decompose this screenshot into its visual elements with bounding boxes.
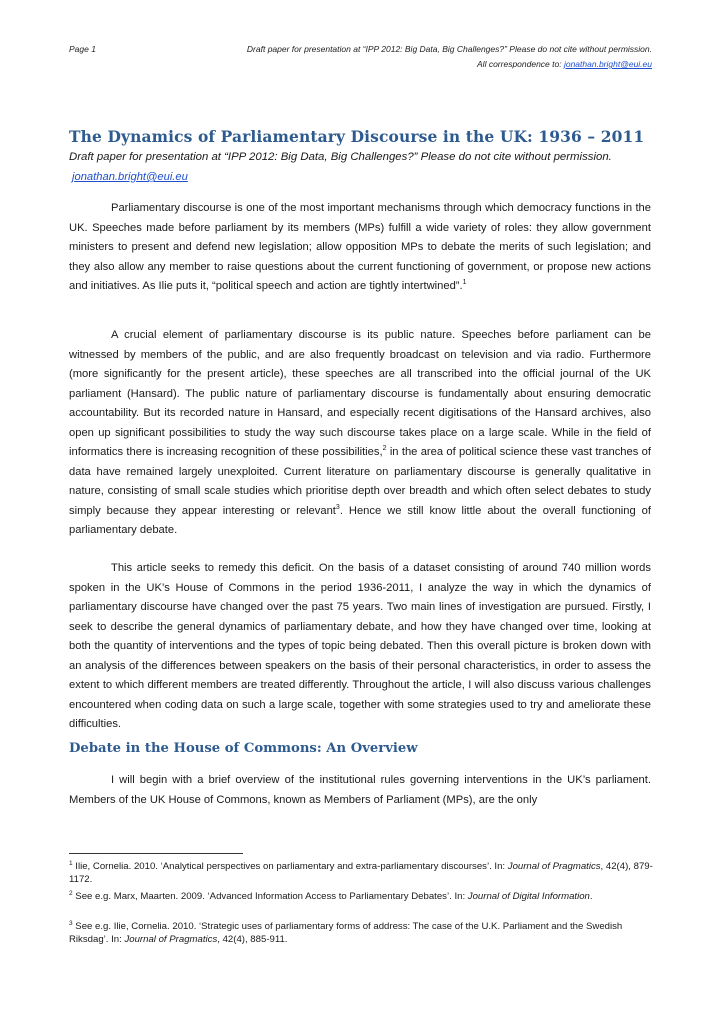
footnote-1-text: Ilie, Cornelia. 2010. ‘Analytical perspectives on parliamentary and extra-parliamentary discourses’. In: [75,861,508,872]
header-email-link[interactable]: jonathan.bright@eui.eu [563,59,652,69]
header-draft-notice: Draft paper for presentation at “IPP 2012: Big Data, Big Challenges?” Please do not cite without permission. [246,44,652,54]
page-number: Page 1 [69,44,96,54]
paragraph-2-text-b: in the area of political science these vast tranches of data have remained largely unexploited. Current literature on parliamentary discourse is generally qualitative in nature, consisting of small scale studies which prioritise depth over breadth and which often select debates to study simply because they appear interesting or relevant [69,446,651,517]
footnote-3-tail: , 42(4), 885-911. [217,934,288,945]
footnote-2-number: 2 [69,890,73,897]
paper-title: The Dynamics of Parliamentary Discourse in the UK: 1936 – 2011 [69,127,645,146]
paragraph-1 [69,199,651,297]
correspondence-label: All correspondence to: [477,59,562,69]
footnote-2-text: See e.g. Marx, Maarten. 2009. ‘Advanced Information Access to Parliamentary Debates’. In: [75,891,468,902]
footnote-3-journal: Journal of Pragmatics [124,934,218,945]
paragraph-2 [69,326,651,541]
footnote-3 [69,920,654,946]
footnote-1-tail: , 42(4), 879-1172. [69,861,653,885]
footnote-1-journal: Journal of Pragmatics [507,861,601,872]
header-correspondence [477,59,652,69]
author-email [72,171,188,183]
paper-subtitle: Draft paper for presentation at “IPP 2012: Big Data, Big Challenges?” Please do not cite without permission. [69,151,612,163]
section-heading: Debate in the House of Commons: An Overview [69,741,418,756]
paragraph-1-text: Parliamentary discourse is one of the most important mechanisms through which democracy functions in the UK. Speeches made before parliament by its members (MPs) fulfill a wide variety of roles: they allow government ministers to present and defend new legislation; allow opposition MPs to debate the merits of such legislation; and they also allow any member to raise questions about the current functioning of government, or propose new actions and initiatives. As Ilie puts it, “political speech and action are tightly intertwined”. [69,202,651,292]
footnote-1 [69,860,654,886]
author-email-link[interactable]: jonathan.bright@eui.eu [72,171,188,183]
footnote-ref-3[interactable]: 3 [335,503,340,511]
footnote-3-text: See e.g. Ilie, Cornelia. 2010. ‘Strategic uses of parliamentary forms of address: The case of the U.K. Parliament and the Swedish Riksdag’. In: [69,921,623,945]
footnote-2 [69,890,654,903]
footnote-ref-2[interactable]: 2 [382,445,387,452]
paragraph-3 [69,559,651,735]
paragraph-2-text-a: A crucial element of parliamentary discourse is its public nature. Speeches before parliament can be witnessed by members of the public, and are also frequently broadcast on television and via radio. Furthermore (more significantly for the present article), these speeches are all transcribed into the official journal of the UK parliament (Hansard). The public nature of parliamentary discourse is fundamentally about ensuring democratic accountability. But its recorded nature in Hansard, and especially recent digitisations of the Hansard archives, also open up significant possibilities to study the way such discourse takes place on a large scale. While in the field of informatics there is increasing recognition of these possibilities, [69,329,651,458]
footnote-2-tail: . [589,891,593,902]
footnote-3-number: 3 [69,920,73,927]
footnote-2-journal: Journal of Digital Information [467,891,590,902]
paragraph-4-text: I will begin with a brief overview of the institutional rules governing interventions in the UK’s parliament. Members of the UK House of Commons, known as Members of Parliament (MPs), are the only [69,774,651,806]
footnote-1-number: 1 [69,860,73,867]
paragraph-2-text-c: . Hence we still know little about the overall functioning of parliamentary debate. [69,504,651,536]
paragraph-4 [69,771,651,810]
footnote-separator [69,853,243,854]
paragraph-3-text: This article seeks to remedy this deficit. On the basis of a dataset consisting of around 740 million words spoken in the UK’s House of Commons in the period 1936-2011, I analyze the way in which the dynamics of parliamentary discourse have changed over the past 75 years. Two main lines of investigation are pursued. Firstly, I seek to describe the general dynamics of parliamentary debate, and how they have changed over time, looking at both the quantity of interventions and the types of topic being debated. Then this overall picture is broken down with an analysis of the differences between speakers on the basis of their personal characteristics, in order to assess the extent to which different members are treated differently. Throughout the article, I will also discuss various challenges encountered when coding data on such a large scale, together with some strategies used to try and ameliorate these difficulties. [69,562,651,730]
footnote-ref-1[interactable]: 1 [462,279,467,286]
